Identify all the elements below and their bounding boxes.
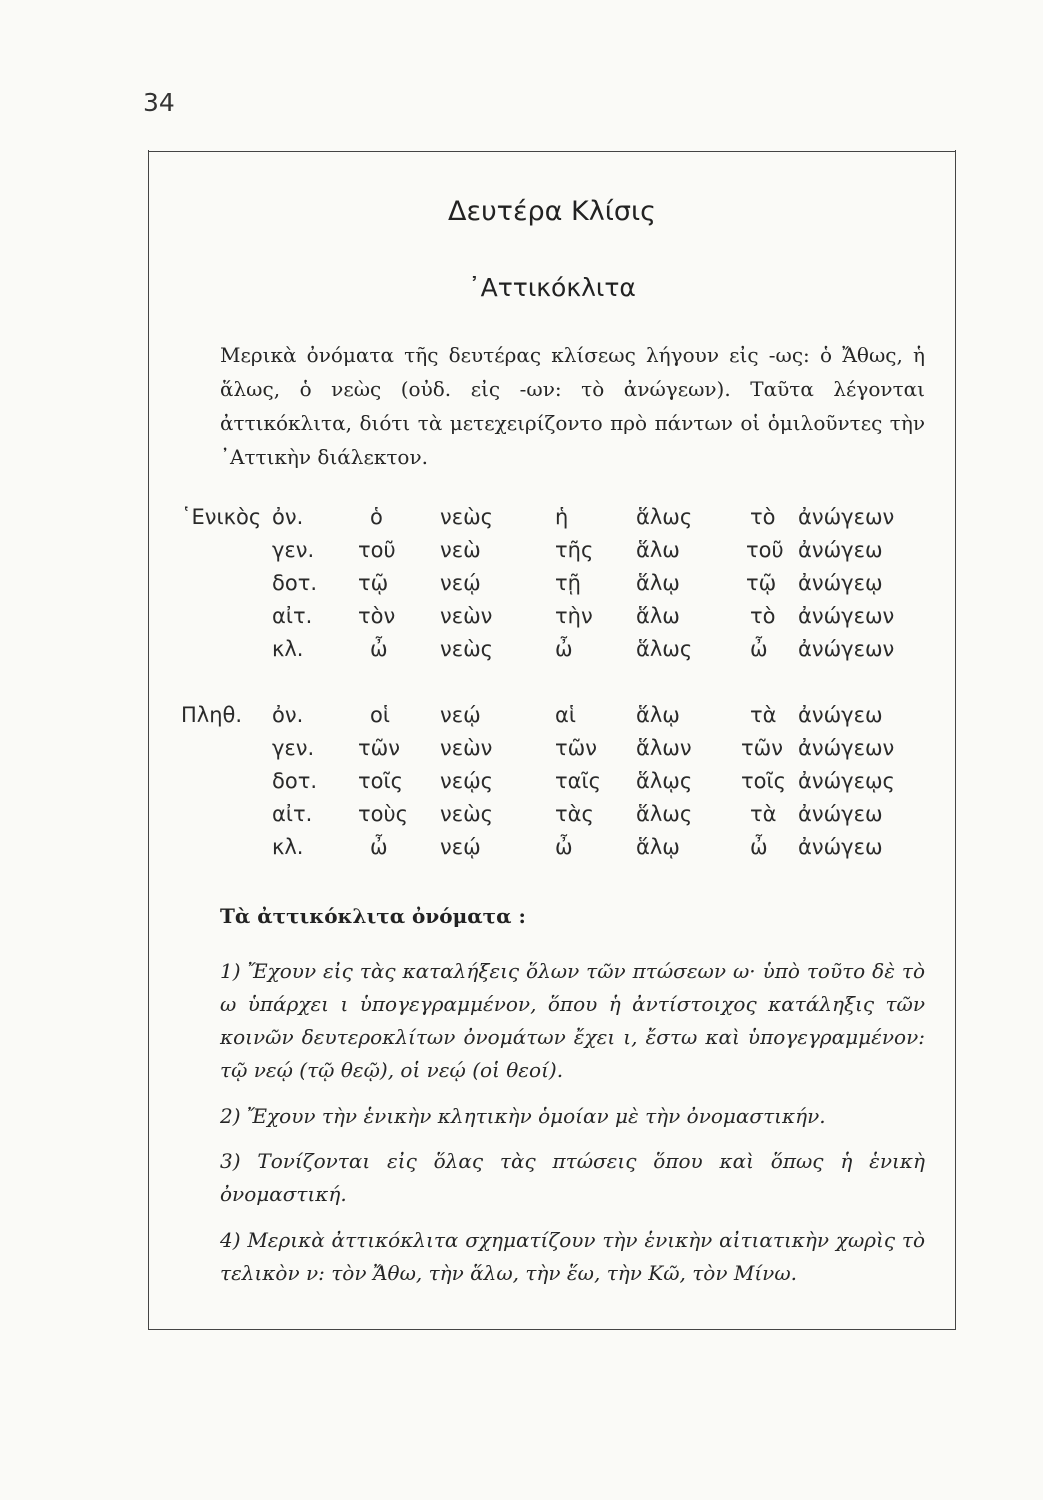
note-1: 1) Ἔχουν εἰς τὰς καταλήξεις ὅλων τῶν πτώσεων ω· ὑπὸ τοῦτο δὲ τὸ ω ὑπάρχει ι ὑπογεγραμμένον, ὅπου ἡ ἀντίστοιχος κατάληξις τῶν κοινῶν δευτεροκλίτων ὀνομάτων ἔχει ι, ἔστω καὶ ὑπογεγραμμένον: τῷ νεῴ (τῷ θεῷ), οἱ νεῴ (οἱ θεοί). — [220, 959, 925, 1082]
number-label-plural: Πληθ. — [181, 703, 243, 727]
case-label: δοτ. — [272, 769, 318, 793]
case-label: γεν. — [272, 736, 315, 760]
article: τοῖς — [741, 769, 786, 793]
noun-form: ἀνώγεων — [798, 736, 895, 760]
note-4: 4) Μερικὰ ἀττικόκλιτα σχηματίζουν τὴν ἑνικὴν αἰτιατικὴν χωρὶς τὸ τελικὸν ν: τὸν Ἄθω, τὴν ἅλω, τὴν ἕω, τὴν Κῶ, τὸν Μίνω. — [220, 1228, 925, 1285]
noun-form: ἀνώγεων — [798, 637, 895, 661]
note-2: 2) Ἔχουν τὴν ἑνικὴν κλητικὴν ὁμοίαν μὲ τὴν ὀνομαστικήν. — [220, 1104, 826, 1128]
noun-form: νεῴ — [440, 835, 481, 859]
article: τὸν — [358, 604, 396, 628]
article: τοῦ — [746, 538, 784, 562]
article: τὰ — [750, 703, 777, 727]
article: τῇ — [555, 571, 581, 595]
noun-form: ἀνώγεῳς — [798, 769, 895, 793]
article: ὦ — [750, 835, 768, 859]
noun-form: ἀνώγεων — [798, 505, 895, 529]
case-label: δοτ. — [272, 571, 318, 595]
article: τῶν — [358, 736, 400, 760]
noun-form: ἅλων — [636, 736, 692, 760]
article: ὦ — [750, 637, 768, 661]
noun-form: ἅλως — [636, 505, 693, 529]
noun-form: νεὼς — [440, 505, 493, 529]
noun-form: νεὼ — [440, 538, 481, 562]
noun-form: ἅλως — [636, 637, 693, 661]
noun-form: ἅλῳ — [636, 703, 680, 727]
article: τὸ — [750, 604, 776, 628]
page-number: 34 — [143, 88, 175, 117]
article: τὸ — [750, 505, 776, 529]
section-subtitle: ᾿Αττικόκλιτα — [468, 273, 636, 302]
article: τὰ — [750, 802, 777, 826]
noun-form: ἀνώγεω — [798, 703, 883, 727]
article: αἱ — [555, 703, 576, 727]
case-label: ὀν. — [272, 703, 304, 727]
case-label: ὀν. — [272, 505, 304, 529]
case-label: αἰτ. — [272, 604, 313, 628]
article: τῶν — [741, 736, 783, 760]
noun-form: νεῴ — [440, 571, 481, 595]
noun-form: ἀνώγεω — [798, 835, 883, 859]
noun-form: ἅλῳ — [636, 571, 680, 595]
article: ὦ — [555, 637, 573, 661]
notes-heading: Τὰ ἀττικόκλιτα ὀνόματα : — [220, 904, 526, 928]
case-label: κλ. — [272, 835, 304, 859]
noun-form: ἅλω — [636, 604, 680, 628]
note-3: 3) Τονίζονται εἰς ὅλας τὰς πτώσεις ὅπου καὶ ὅπως ἡ ἑνικὴ ὀνομαστική. — [220, 1149, 925, 1206]
number-label-singular: ῾Ενικὸς — [181, 505, 262, 529]
article: ἡ — [555, 505, 569, 529]
case-label: αἰτ. — [272, 802, 313, 826]
article: ὦ — [370, 637, 388, 661]
article: τοὺς — [358, 802, 408, 826]
section-title: Δευτέρα Κλίσις — [448, 196, 656, 227]
article: τῆς — [555, 538, 594, 562]
article: ὦ — [370, 835, 388, 859]
article: τοῖς — [358, 769, 403, 793]
article: τῷ — [358, 571, 389, 595]
noun-form: ἀνώγεω — [798, 802, 883, 826]
noun-form: νεὼς — [440, 637, 493, 661]
article: τοῦ — [358, 538, 396, 562]
intro-paragraph: Μερικὰ ὀνόματα τῆς δευτέρας κλίσεως λήγουν εἰς -ως: ὁ Ἄθως, ἡ ἅλως, ὁ νεὼς (οὐδ. εἰς -ων: τὸ ἀνώγεων). Ταῦτα λέγονται ἀττικόκλιτα, διότι τὰ μετεχειρίζοντο πρὸ πάντων οἱ ὁμιλοῦντες τὴν ᾿Αττικὴν διάλεκτον. — [220, 343, 925, 469]
article: ὁ — [370, 505, 383, 529]
case-label: γεν. — [272, 538, 315, 562]
top-rule — [148, 151, 956, 152]
noun-form: ἀνώγεω — [798, 538, 883, 562]
case-label: κλ. — [272, 637, 304, 661]
noun-form: ἅλως — [636, 802, 693, 826]
article: ὦ — [555, 835, 573, 859]
article: τῷ — [746, 571, 777, 595]
noun-form: ἅλῳς — [636, 769, 693, 793]
noun-form: ἀνώγεῳ — [798, 571, 883, 595]
noun-form: νεὼν — [440, 736, 493, 760]
noun-form: νεὼν — [440, 604, 493, 628]
noun-form: ἀνώγεων — [798, 604, 895, 628]
article: τὴν — [555, 604, 593, 628]
article: ταῖς — [555, 769, 601, 793]
bottom-rule — [148, 1329, 956, 1330]
article: τῶν — [555, 736, 597, 760]
noun-form: νεῴ — [440, 703, 481, 727]
noun-form: νεὼς — [440, 802, 493, 826]
article: τὰς — [555, 802, 594, 826]
noun-form: ἅλω — [636, 538, 680, 562]
noun-form: ἅλῳ — [636, 835, 680, 859]
article: οἱ — [370, 703, 390, 727]
noun-form: νεῴς — [440, 769, 493, 793]
